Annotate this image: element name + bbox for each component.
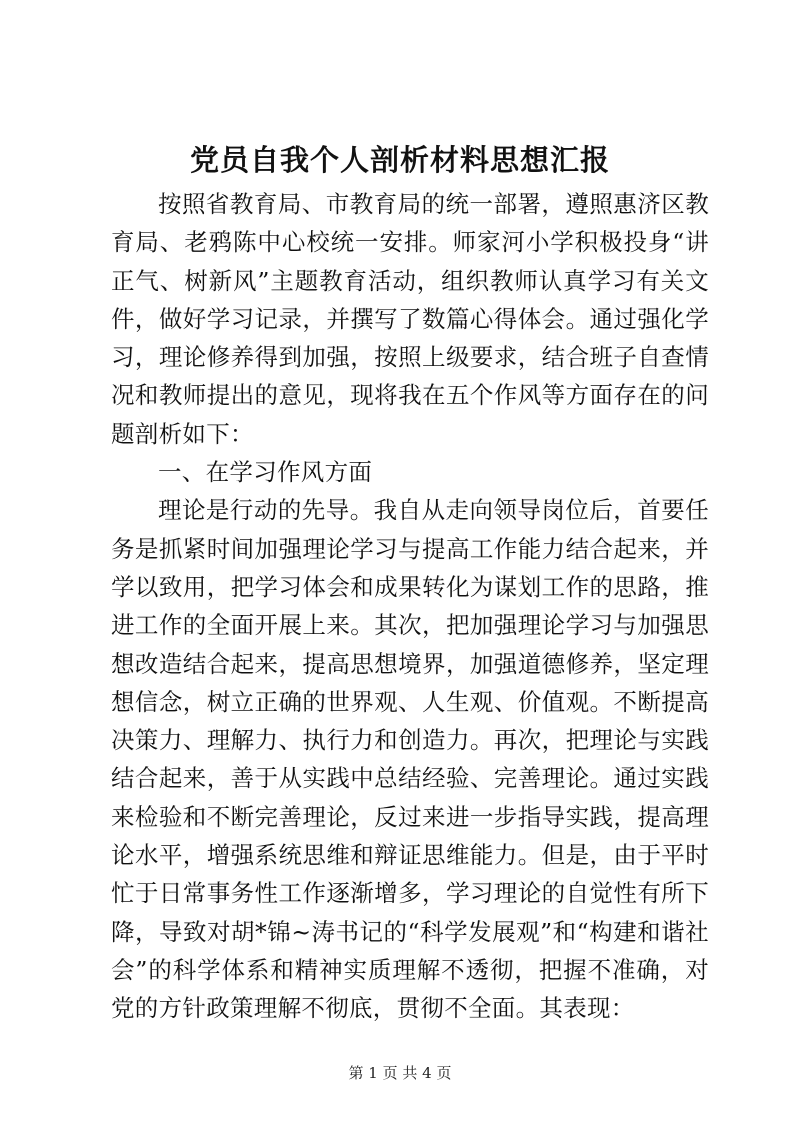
page-number-label: 第 1 页 共 4 页 (348, 1064, 452, 1082)
section-heading-study-style: 一、在学习作风方面 (158, 458, 373, 487)
document-body (111, 185, 709, 1028)
page-footer (0, 1063, 800, 1083)
paragraph-theory: 理论是行动的先导。我自从走向领导岗位后，首要任务是抓紧时间加强理论学习与提高工作能力结合起来，并学以致用，把学习体会和成果转化为谋划工作的思路，推进工作的全面开展上来。其次，把加强理论学习与加强思想改造结合起来，提高思想境界，加强道德修养，坚定理想信念，树立正确的世界观、人生观、价值观。不断提高决策力、理解力、执行力和创造力。再次，把理论与实践结合起来，善于从实践中总结经验、完善理论。通过实践来检验和不断完善理论，反过来进一步指导实践，提高理论水平，增强系统思维和辩证思维能力。但是，由于平时忙于日常事务性工作逐渐增多，学习理论的自觉性有所下降，导致对胡*锦~涛书记的“科学发展观”和“构建和谐社会”的科学体系和精神实质理解不透彻，把握不准确，对党的方针政策理解不彻底，贯彻不全面。其表现： (111, 496, 709, 1023)
paragraph-intro: 按照省教育局、市教育局的统一部署，遵照惠济区教育局、老鸦陈中心校统一安排。师家河小学积极投身“讲正气、树新风”主题教育活动，组织教师认真学习有关文件，做好学习记录，并撰写了数篇心得体会。通过强化学习，理论修养得到加强，按照上级要求，结合班子自查情况和教师提出的意见，现将我在五个作风等方面存在的问题剖析如下： (111, 190, 709, 448)
document-title: 党员自我个人剖析材料思想汇报 (189, 143, 610, 177)
